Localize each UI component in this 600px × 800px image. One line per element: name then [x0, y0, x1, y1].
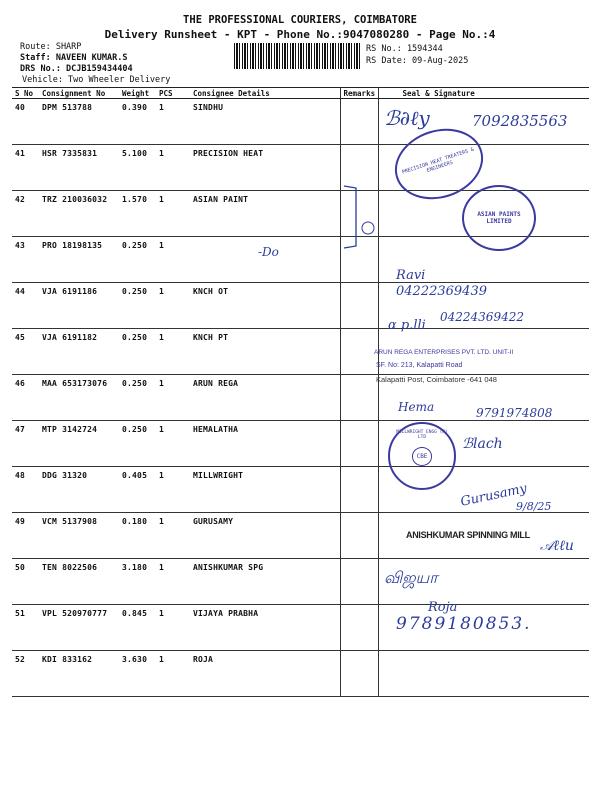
- consignment-cell: VPL 520970777: [39, 605, 119, 651]
- pcs-cell: 1: [156, 99, 190, 145]
- signature-row-50: 𝒜ℓℓu: [540, 538, 574, 554]
- table-row: [12, 559, 589, 605]
- pcs-cell: 1: [156, 237, 190, 283]
- col-consignee: Consignee Details: [190, 88, 340, 99]
- signature-row-48: ℬlach: [462, 436, 503, 452]
- route-label: Route: SHARP: [20, 42, 82, 52]
- remarks-cell: [340, 329, 378, 375]
- signature-cell: [378, 651, 589, 697]
- asian-paints-stamp: [462, 185, 536, 251]
- weight-cell: 5.100: [119, 145, 156, 191]
- sno-cell: 51: [12, 605, 39, 651]
- barcode: [234, 43, 360, 69]
- handwritten-sign-row-49: Gurusamy: [459, 481, 529, 510]
- sno-cell: 45: [12, 329, 39, 375]
- weight-cell: 0.250: [119, 237, 156, 283]
- remarks-cell: [340, 513, 378, 559]
- runsheet-subtitle: Delivery Runsheet - KPT - Phone No.:9047080280 - Page No.:4: [104, 28, 496, 41]
- consignee-cell: ROJA: [190, 651, 340, 697]
- weight-cell: 0.250: [119, 283, 156, 329]
- remarks-cell: [340, 99, 378, 145]
- weight-cell: 1.570: [119, 191, 156, 237]
- rs-number: RS No.: 1594344: [366, 44, 443, 54]
- sno-cell: 43: [12, 237, 39, 283]
- handwritten-date-row-49: 9/8/25: [516, 500, 552, 513]
- sno-cell: 40: [12, 99, 39, 145]
- handwritten-phone-row-40: 7092835563: [472, 112, 568, 130]
- sno-cell: 49: [12, 513, 39, 559]
- handwritten-name-row-47: Hema: [398, 400, 435, 414]
- remarks-cell: [340, 559, 378, 605]
- consignee-cell: [190, 237, 340, 283]
- handwritten-phone-row-44: 04222369439: [396, 284, 487, 299]
- company-title: THE PROFESSIONAL COURIERS, COIMBATORE: [183, 14, 417, 26]
- millwright-stamp: [388, 422, 456, 490]
- weight-cell: 0.250: [119, 375, 156, 421]
- table-row: [12, 145, 589, 191]
- remarks-cell: [340, 467, 378, 513]
- pcs-cell: 1: [156, 467, 190, 513]
- vehicle-label: Vehicle: Two Wheeler Delivery: [22, 75, 171, 85]
- pcs-cell: 1: [156, 375, 190, 421]
- pcs-cell: 1: [156, 559, 190, 605]
- pcs-cell: 1: [156, 329, 190, 375]
- weight-cell: 0.390: [119, 99, 156, 145]
- ditto-mark: -Do: [258, 245, 279, 259]
- sno-cell: 42: [12, 191, 39, 237]
- consignment-cell: DPM 513788: [39, 99, 119, 145]
- handwritten-name-row-52: Roja: [428, 600, 458, 615]
- runsheet-table: [12, 87, 589, 697]
- arun-rega-stamp-line1: ARUN REGA ENTERPRISES PVT. LTD. UNIT-II: [374, 349, 514, 356]
- weight-cell: 0.405: [119, 467, 156, 513]
- anishkumar-stamp: ANISHKUMAR SPINNING MILL: [406, 530, 530, 540]
- signature-row-40: ℬ∂ℓy: [384, 106, 430, 130]
- sno-cell: 50: [12, 559, 39, 605]
- consignment-cell: DDG 31320: [39, 467, 119, 513]
- consignment-cell: MAA 653173076: [39, 375, 119, 421]
- arun-rega-stamp-line2: SF. No: 213, Kalapatti Road: [376, 362, 463, 369]
- pcs-cell: 1: [156, 651, 190, 697]
- asian-stamp-text: ASIAN PAINTS LIMITED: [477, 211, 521, 225]
- bracket-mark: [338, 182, 378, 252]
- weight-cell: 0.845: [119, 605, 156, 651]
- consignment-cell: TEN 8022506: [39, 559, 119, 605]
- consignee-cell: ARUN REGA: [190, 375, 340, 421]
- table-row: [12, 651, 589, 697]
- millwright-stamp-center: CBE: [412, 447, 433, 466]
- weight-cell: 0.250: [119, 329, 156, 375]
- remarks-cell: [340, 283, 378, 329]
- consignment-cell: VJA 6191186: [39, 283, 119, 329]
- consignment-cell: VJA 6191182: [39, 329, 119, 375]
- remarks-cell: [340, 651, 378, 697]
- sno-cell: 46: [12, 375, 39, 421]
- consignee-cell: KNCH OT: [190, 283, 340, 329]
- weight-cell: 3.180: [119, 559, 156, 605]
- signature-row-45: α p.lli: [388, 318, 426, 333]
- handwritten-phone-row-52: 9789180853.: [396, 614, 532, 634]
- consignment-cell: KDI 833162: [39, 651, 119, 697]
- pcs-cell: 1: [156, 605, 190, 651]
- col-weight: Weight: [119, 88, 156, 99]
- pcs-cell: 1: [156, 191, 190, 237]
- arun-rega-stamp-line3: Kalapatti Post, Coimbatore -641 048: [376, 375, 497, 384]
- weight-cell: 3.630: [119, 651, 156, 697]
- col-pcs: PCS: [156, 88, 190, 99]
- col-consignment: Consignment No: [39, 88, 119, 99]
- millwright-stamp-text: MILLWRIGHT ENGG (P) LTD: [396, 430, 448, 440]
- consignee-cell: MILLWRIGHT: [190, 467, 340, 513]
- pcs-cell: 1: [156, 283, 190, 329]
- sno-cell: 47: [12, 421, 39, 467]
- sno-cell: 41: [12, 145, 39, 191]
- precision-stamp-text: PRECISION HEAT TREATERS & ENGINEERS: [401, 146, 475, 176]
- rs-date: RS Date: 09-Aug-2025: [366, 56, 469, 66]
- consignment-cell: PRO 18198135: [39, 237, 119, 283]
- weight-cell: 0.250: [119, 421, 156, 467]
- remarks-cell: [340, 605, 378, 651]
- consignment-cell: MTP 3142724: [39, 421, 119, 467]
- sno-cell: 52: [12, 651, 39, 697]
- consignee-cell: KNCH PT: [190, 329, 340, 375]
- table-header-row: [12, 88, 589, 99]
- staff-label: Staff: NAVEEN KUMAR.S: [20, 53, 128, 63]
- handwritten-phone-row-45: 04224369422: [440, 310, 524, 324]
- consignee-cell: PRECISION HEAT: [190, 145, 340, 191]
- remarks-cell: [340, 421, 378, 467]
- weight-cell: 0.180: [119, 513, 156, 559]
- pcs-cell: 1: [156, 513, 190, 559]
- col-seal-signature: Seal & Signature: [378, 88, 589, 99]
- consignment-cell: TRZ 210036032: [39, 191, 119, 237]
- drs-label: DRS No.: DCJB159434404: [20, 64, 133, 74]
- col-remarks: Remarks: [340, 88, 378, 99]
- handwritten-phone-row-47: 9791974808: [476, 406, 553, 420]
- pcs-cell: 1: [156, 145, 190, 191]
- sno-cell: 44: [12, 283, 39, 329]
- signature-row-44: Ravi: [396, 268, 426, 283]
- consignee-cell: VIJAYA PRABHA: [190, 605, 340, 651]
- handwritten-name-row-51: விஜயா: [384, 568, 438, 587]
- pcs-cell: 1: [156, 421, 190, 467]
- col-sno: S No: [12, 88, 39, 99]
- consignee-cell: SINDHU: [190, 99, 340, 145]
- remarks-cell: [340, 375, 378, 421]
- consignment-cell: HSR 7335831: [39, 145, 119, 191]
- consignment-cell: VCM 5137908: [39, 513, 119, 559]
- consignee-cell: ANISHKUMAR SPG: [190, 559, 340, 605]
- consignee-cell: ASIAN PAINT: [190, 191, 340, 237]
- consignee-cell: GURUSAMY: [190, 513, 340, 559]
- sno-cell: 48: [12, 467, 39, 513]
- consignee-cell: HEMALATHA: [190, 421, 340, 467]
